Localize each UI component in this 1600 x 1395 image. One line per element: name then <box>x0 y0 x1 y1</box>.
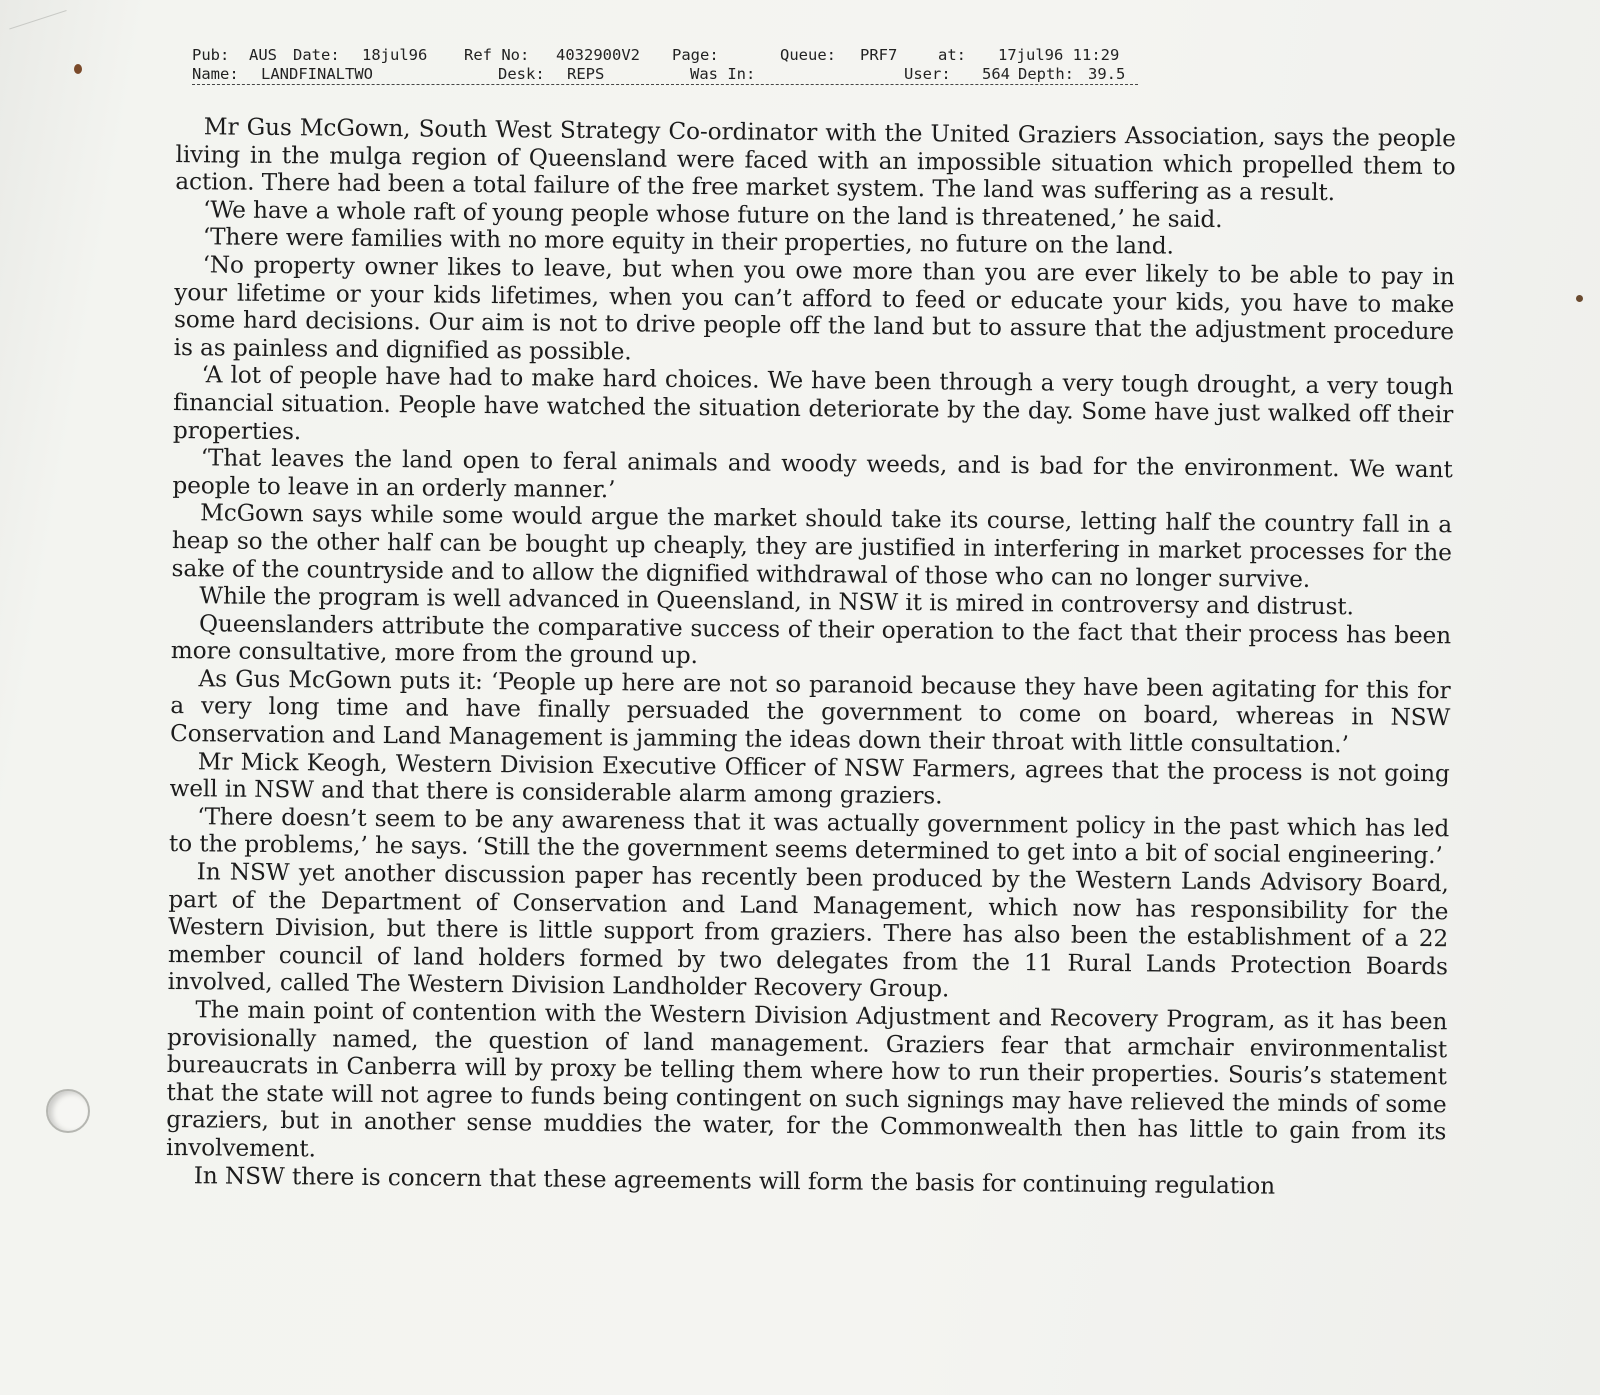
ref-label: Ref No: <box>464 46 530 64</box>
user-label: User: <box>904 65 951 83</box>
article-body <box>166 113 1456 1201</box>
at-label: at: <box>938 46 966 64</box>
paragraph: ‘That leaves the land open to feral animals and woody weeds, and is bad for the environment. We want people to leave in an orderly manner.’ <box>172 444 1453 503</box>
ink-speck <box>1576 295 1583 302</box>
header-row-2 <box>192 65 1138 84</box>
paragraph: Mr Mick Keogh, Western Division Executive Officer of NSW Farmers, agrees that the process is not going well in NSW and that there is considerable alarm among graziers. <box>169 747 1450 810</box>
paragraph: ‘There doesn’t seem to be any awareness that it was actually government policy in the past which has led to the problems,’ he says. ‘Still the the government seems determined to get into a bit of social engineering.’ <box>168 803 1450 870</box>
paragraph: ‘We have a whole raft of young people whose future on the land is threatened,’ he said. <box>202 196 1223 233</box>
page-fold <box>0 0 67 29</box>
name-value: LANDFINALTWO <box>261 65 373 83</box>
depth-value: 39.5 <box>1088 65 1126 83</box>
paragraph: While the program is well advanced in Queensland, in NSW it is mired in controversy and distrust. <box>199 582 1354 621</box>
paragraph: McGown says while some would argue the market should take its course, letting half the country fall in a heap so the other half can be bought up cheaply, they are justified in interfering in market processes for the sake of the countryside and to allow the dignified withdrawal of those who can no longer survive. <box>171 499 1453 593</box>
desk-label: Desk: <box>498 65 545 83</box>
typeset-header <box>192 46 1138 84</box>
date-label: Date: <box>293 46 340 64</box>
queue-value: PRF7 <box>860 46 898 64</box>
paragraph: As Gus McGown puts it: ‘People up here are not so paranoid because they have been agitating for this for a very long time and have finally persuaded the government to come on board, whereas in NSW Conservation and Land Management is jamming the ideas down their throat with little consultation.’ <box>169 665 1451 759</box>
date-value: 18jul96 <box>362 46 428 64</box>
paragraph: Queenslanders attribute the comparative success of their operation to the fact that their process has been more consultative, more from the ground up. <box>170 609 1452 670</box>
desk-value: REPS <box>567 65 605 83</box>
at-value: 17jul96 11:29 <box>998 46 1120 64</box>
paragraph: ‘A lot of people have had to make hard choices. We have been through a very tough drought, a very tough financial situation. People have watched the situation deteriorate by the day. Some have just walked off their properties. <box>172 361 1454 445</box>
paragraph: ‘There were families with no more equity in their properties, no future on the land. <box>202 223 1174 260</box>
depth-label: Depth: <box>1018 65 1074 83</box>
queue-label: Queue: <box>780 46 836 64</box>
pub-value: AUS <box>249 46 277 64</box>
ref-value: 4032900V2 <box>556 46 640 64</box>
paragraph: The main point of contention with the Western Division Adjustment and Recovery Program, as it has been provisionally named, the question of land management. Graziers fear that armchair environmentalist bureaucrats in Canberra will by proxy be telling them where how to run their properties. Souris’s statement that the state will not agree to funds being contingent on such signings may have relieved the minds of some graziers, but in another sense muddies the water, for the Commonwealth then has little to gain from its involvement. <box>165 996 1448 1163</box>
paragraph: In NSW yet another discussion paper has recently been produced by the Western Lands Advisory Board, part of the Department of Conservation and Land Management, which now has responsibility for the Western Division, but there is little support from graziers. There has also been the establishment of a 22 member council of land holders formed by two delegates from the 11 Rural Lands Protection Boards involved, called The Western Division Landholder Recovery Group. <box>167 858 1449 1003</box>
header-divider <box>192 84 1138 85</box>
punch-hole <box>46 1089 90 1133</box>
name-label: Name: <box>192 65 239 83</box>
user-value: 564 <box>982 65 1010 83</box>
paragraph: ‘No property owner likes to leave, but when you owe more than you are ever likely to be able to pay in your lifetime or your kids lifetimes, when you can’t afford to feed or educate your kids, you have to make some hard decisions. Our aim is not to drive people off the land but to assure that the adjustment procedure is as painless and dignified as possible. <box>173 251 1455 366</box>
page-label: Page: <box>672 46 719 64</box>
header-row-1 <box>192 46 1138 65</box>
paragraph: Mr Gus McGown, South West Strategy Co-ordinator with the United Graziers Association, says the people living in the mulga region of Queensland were faced with an impossible situation which propelled them to action. There had been a total failure of the free market system. The land was suffering as a result. <box>175 113 1456 207</box>
was-in-label: Was In: <box>690 65 756 83</box>
pub-label: Pub: <box>192 46 230 64</box>
ink-speck <box>74 64 82 74</box>
paragraph: In NSW there is concern that these agreements will form the basis for continuing regulation <box>193 1161 1276 1200</box>
